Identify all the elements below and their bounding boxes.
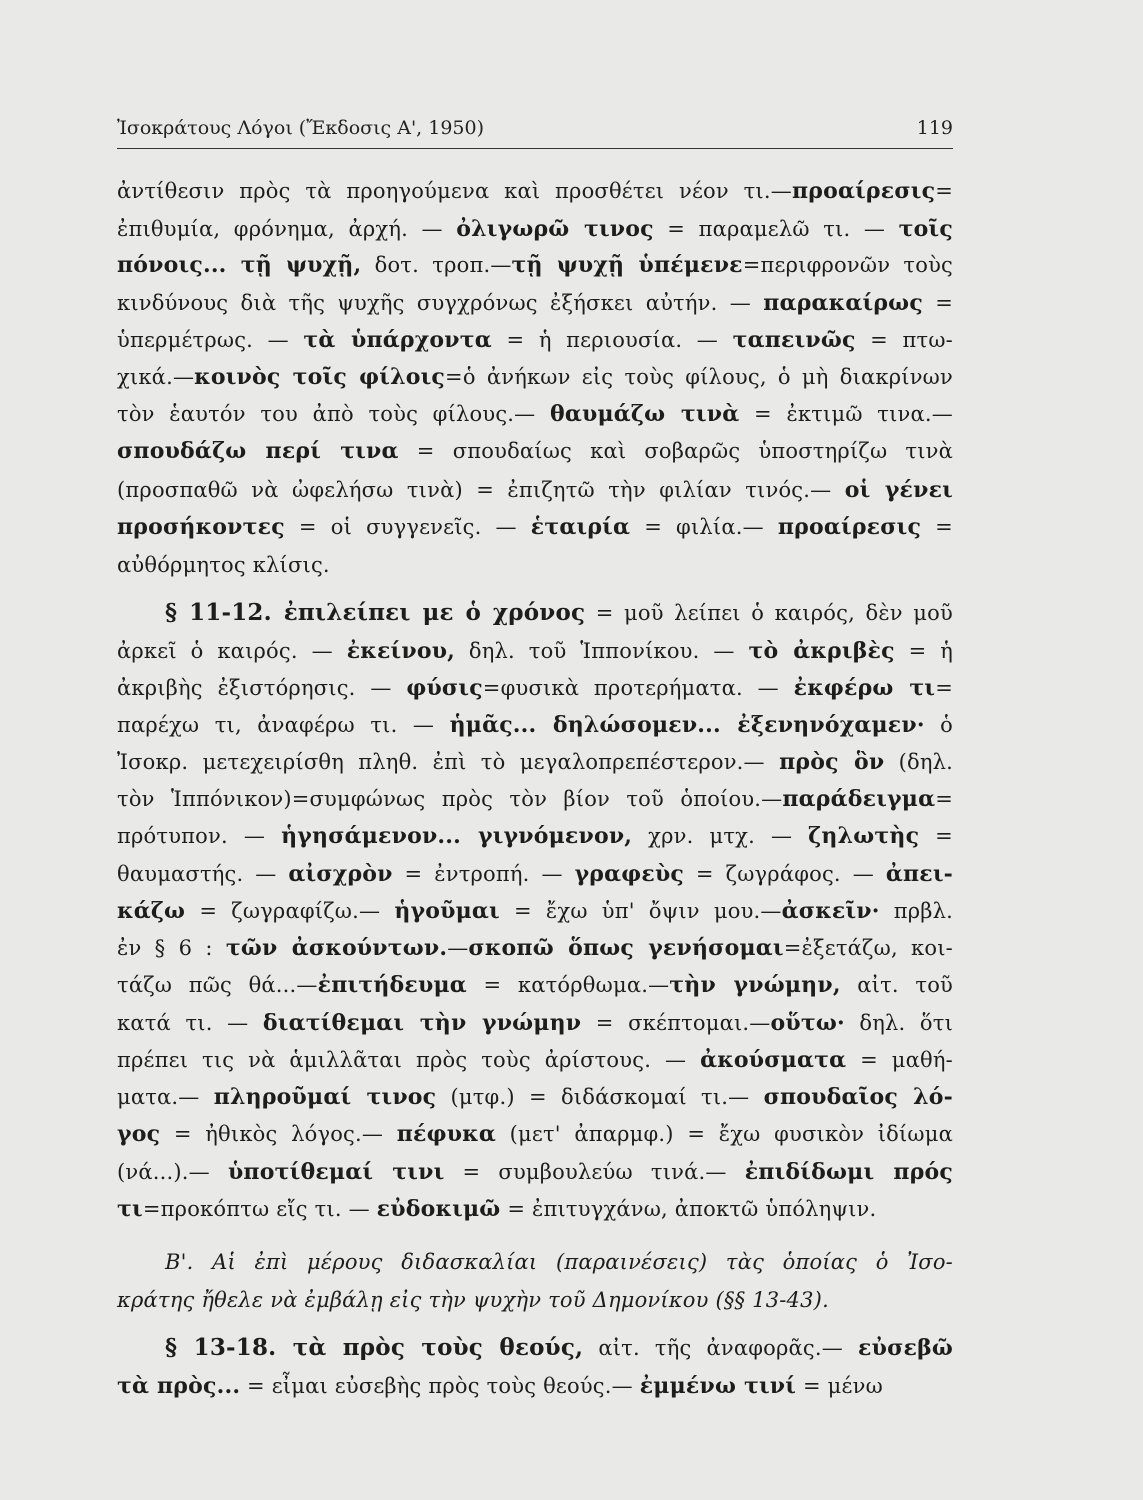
lemma-term: ἡγοῦμαι (394, 898, 500, 924)
lemma-term: ὀλιγωρῶ τινος (456, 216, 654, 242)
text-line (117, 1082, 953, 1112)
running-title: Ἰσοκράτους Λόγοι (Ἔκδοσις Α', 1950) (117, 117, 485, 139)
gloss-text: = ζωγράφος. — (684, 862, 886, 886)
text-line (117, 1119, 953, 1149)
lemma-term: φύσις (406, 675, 483, 701)
gloss-text: ἀντίθεσιν πρὸς τὰ προηγούμενα καὶ προσθέτει νέον τι.— (117, 179, 792, 203)
text-line (117, 747, 953, 777)
lemma-term: γραφεὺς (574, 861, 685, 887)
gloss-text: = εἶμαι εὐσεβὴς πρὸς τοὺς θεούς.— (240, 1374, 640, 1398)
gloss-text: κινδύνους διὰ τῆς ψυχῆς συγχρόνως ἐξήσκει αὐτήν. — (117, 291, 764, 315)
gloss-text: = πτω- (855, 328, 953, 352)
gloss-text: — (447, 936, 469, 960)
gloss-text: = ἠθικὸς λόγος.— (160, 1122, 397, 1146)
page-number: 119 (916, 117, 953, 139)
text-line (117, 1371, 953, 1401)
text-line (117, 512, 953, 542)
gloss-text: πρέπει τις νὰ ἁμιλλᾶται πρὸς τοὺς ἀρίστους. — (117, 1048, 701, 1072)
text-line (117, 673, 953, 703)
gloss-text: δηλ. τοῦ Ἱππονίκου. — (455, 639, 749, 663)
gloss-text: ἀρκεῖ ὁ καιρός. — (117, 639, 347, 663)
text-line (117, 436, 953, 466)
gloss-text: ὑπερμέτρως. — (117, 328, 304, 352)
lemma-term: τὴν γνώμην, (669, 972, 841, 998)
lemma-term: τὰ πρὸς... (117, 1373, 241, 1399)
text-line (117, 598, 1001, 628)
lemma-term: προσήκοντες (117, 514, 285, 540)
gloss-text: = σπουδαίως καὶ σοβαρῶς ὑποστηρίζω τινὰ (398, 439, 954, 463)
gloss-text: = (935, 676, 954, 700)
text-line (117, 896, 953, 926)
text-line (117, 710, 953, 740)
lemma-term: προαίρεσις (777, 514, 922, 540)
gloss-text: (προσπαθῶ νὰ ὠφελήσω τινὰ) = ἐπιζητῶ τὴν φιλίαν τινός.— (117, 478, 845, 502)
lemma-term: τι (117, 1196, 143, 1222)
lemma-term: σπουδάζω περί τινα (117, 438, 399, 464)
gloss-text: = σκέπτομαι.— (581, 1011, 771, 1035)
lemma-term: αἰσχρὸν (288, 861, 393, 887)
gloss-text: = ἡ (894, 639, 954, 663)
text-line (117, 214, 953, 244)
lemma-term: θαυμάζω τινὰ (550, 401, 740, 427)
lemma-term: § 11-12. ἐπιλείπει με ὁ χρόνος (165, 599, 586, 626)
gloss-text: = ζωγραφίζω.— (185, 899, 395, 923)
lemma-term: τῶν ἀσκούντων. (225, 935, 448, 961)
text-line (117, 1194, 953, 1224)
lemma-term: ἐκείνου, (346, 638, 456, 664)
gloss-text: τὸν Ἱππόνικον)=συμφώνως πρὸς τὸν βίον τοῦ ὁποίου.— (117, 787, 783, 811)
gloss-text: = μοῦ λείπει ὁ καιρός, δὲν μοῦ (585, 601, 953, 625)
lemma-term: ταπεινῶς (732, 327, 856, 353)
lemma-term: ἐκφέρω τι (793, 675, 936, 701)
text-line (117, 475, 953, 505)
text-line (117, 933, 953, 963)
gloss-text: αἰτ. τοῦ (840, 973, 954, 997)
gloss-text: ἐπιθυμία, φρόνημα, ἀρχή. — (117, 217, 457, 241)
gloss-text: = συμβουλεύω τινά.— (444, 1160, 745, 1184)
gloss-text: τάζω πῶς θά...— (117, 973, 318, 997)
gloss-text: = ἔχω ὑπ' ὄψιν μου.— (499, 899, 782, 923)
text-line (117, 362, 953, 392)
text-line (117, 325, 953, 355)
lemma-term: ἐπιτήδευμα (317, 972, 467, 998)
gloss-text: = (921, 515, 953, 539)
lemma-term: τὰ ὑπάρχοντα (303, 327, 492, 353)
gloss-text: = ἐντροπή. — (392, 862, 575, 886)
gloss-text: ὁ (924, 713, 954, 737)
gloss-text: κατά τι. — (117, 1011, 263, 1035)
lemma-term: ἑταιρία (530, 514, 631, 540)
gloss-text: θαυμαστής. — (117, 862, 289, 886)
text-line (117, 176, 953, 206)
lemma-term: τοῖς (898, 216, 953, 242)
gloss-text: = ἐκτιμῶ τινα.— (739, 402, 953, 426)
gloss-text: ἀκριβὴς ἐξιστόρησις. — (117, 676, 407, 700)
lemma-term: τῇ ψυχῇ ὑπέμενε (511, 252, 743, 278)
gloss-text: αὐθόρμητος κλίσις. (117, 553, 330, 577)
gloss-text: πρότυπον. — (117, 824, 282, 848)
gloss-text: ἐν § 6 : (117, 936, 226, 960)
gloss-text: αἰτ. τῆς ἀναφορᾶς.— (583, 1336, 859, 1360)
header-rule (117, 148, 953, 149)
text-line (117, 399, 953, 429)
lemma-term: ἐπιδίδωμι πρός (744, 1159, 954, 1185)
gloss-text: = (919, 824, 953, 848)
lemma-term: ἀπει- (885, 861, 953, 887)
text-line (117, 1157, 953, 1187)
text-line (117, 636, 953, 666)
lemma-term: σκοπῶ ὅπως γενήσομαι (468, 935, 784, 961)
lemma-term: ὑποτίθεμαί τινι (227, 1159, 445, 1185)
gloss-text: δηλ. ὅτι (844, 1011, 954, 1035)
text-line (117, 821, 953, 851)
lemma-term: ἀκούσματα (700, 1047, 847, 1073)
lemma-term: εὐσεβῶ (858, 1335, 954, 1361)
text-line (117, 1247, 1001, 1277)
gloss-text: ματα.— (117, 1085, 214, 1109)
lemma-term: οἱ γένει (844, 477, 954, 503)
gloss-text: (νά...).— (117, 1160, 228, 1184)
gloss-text: = κατόρθωμα.— (466, 973, 670, 997)
lemma-term: κάζω (117, 898, 186, 924)
gloss-text: = (935, 179, 953, 203)
text-line (117, 1285, 953, 1315)
lemma-term: ζηλωτὴς (808, 823, 920, 849)
gloss-text: =ἐξετάζω, κοι- (783, 936, 953, 960)
gloss-text: πρβλ. (879, 899, 954, 923)
lemma-term: ἐμμένω τινί (639, 1373, 797, 1399)
lemma-term: πόνοις... τῇ ψυχῇ, (117, 252, 362, 278)
text-line (117, 1008, 953, 1038)
lemma-term: § 13-18. τὰ πρὸς τοὺς θεούς, (165, 1334, 584, 1361)
lemma-term: οὕτω· (770, 1010, 845, 1036)
gloss-text: = ἐπιτυγχάνω, ἀποκτῶ ὑπόληψιν. (500, 1197, 877, 1221)
lemma-term: παρακαίρως (763, 290, 923, 316)
lemma-term: ἡμᾶς... δηλώσομεν... ἐξενηνόχαμεν· (449, 712, 925, 738)
lemma-term: διατίθεμαι τὴν γνώμην (262, 1010, 582, 1036)
lemma-term: πρὸς ὃν (779, 749, 885, 775)
italic-text: Β'. Αἱ ἐπὶ μέρους διδασκαλίαι (παραινέσεις) τὰς ὁποίας ὁ Ἰσο- (165, 1250, 953, 1274)
italic-text: κράτης ἤθελε νὰ ἐμβάλῃ εἰς τὴν ψυχὴν τοῦ Δημονίκου (§§ 13-43). (117, 1288, 829, 1312)
text-line (117, 1333, 1001, 1363)
gloss-text: = μαθή- (846, 1048, 953, 1072)
gloss-text: Ἰσοκρ. μετεχειρίσθη πληθ. ἐπὶ τὸ μεγαλοπρεπέστερον.— (117, 750, 780, 774)
lemma-term: εὐδοκιμῶ (376, 1196, 501, 1222)
text-line (117, 1045, 953, 1075)
gloss-text: χρν. μτχ. — (632, 824, 809, 848)
text-line (117, 784, 953, 814)
gloss-text: =ὁ ἀνήκων εἰς τοὺς φίλους, ὁ μὴ διακρίνων (445, 365, 953, 389)
gloss-text: (μετ' ἀπαρμφ.) = ἔχω φυσικὸν ἰδίωμα (495, 1122, 953, 1146)
lemma-term: γος (117, 1121, 161, 1147)
lemma-term: πληροῦμαί τινος (213, 1084, 437, 1110)
text-line (117, 288, 953, 318)
gloss-text: =φυσικὰ προτερήματα. — (482, 676, 794, 700)
gloss-text: (μτφ.) = διδάσκομαί τι.— (436, 1085, 764, 1109)
page-header (117, 117, 953, 139)
gloss-text: = ἡ περιουσία. — (491, 328, 733, 352)
gloss-text: =περιφρονῶν τοὺς (742, 253, 954, 277)
gloss-text: χικά.— (117, 365, 195, 389)
lemma-term: παράδειγμα (782, 786, 936, 812)
gloss-text: δοτ. τροπ.— (361, 253, 512, 277)
gloss-text: = (922, 291, 954, 315)
gloss-text: = φιλία.— (630, 515, 778, 539)
gloss-text: (δηλ. (884, 750, 954, 774)
lemma-term: πέφυκα (396, 1121, 496, 1147)
gloss-text: =προκόπτω εἴς τι. — (142, 1197, 377, 1221)
text-line (117, 250, 953, 280)
text-line (117, 970, 953, 1000)
gloss-text: = οἱ συγγενεῖς. — (284, 515, 531, 539)
gloss-text: παρέχω τι, ἀναφέρω τι. — (117, 713, 450, 737)
gloss-text: = μένω (796, 1374, 883, 1398)
gloss-text: = παραμελῶ τι. — (653, 217, 899, 241)
lemma-term: τὸ ἀκριβὲς (748, 638, 895, 664)
gloss-text: τὸν ἑαυτόν του ἀπὸ τοὺς φίλους.— (117, 402, 551, 426)
lemma-term: κοινὸς τοῖς φίλοις (194, 364, 446, 390)
lemma-term: ἡγησάμενον... γιγνόμενον, (281, 823, 633, 849)
text-line (117, 859, 953, 889)
lemma-term: ἀσκεῖν· (781, 898, 880, 924)
gloss-text: = (935, 787, 954, 811)
lemma-term: προαίρεσις (791, 178, 936, 204)
text-line (117, 550, 953, 580)
lemma-term: σπουδαῖος λό- (763, 1084, 953, 1110)
